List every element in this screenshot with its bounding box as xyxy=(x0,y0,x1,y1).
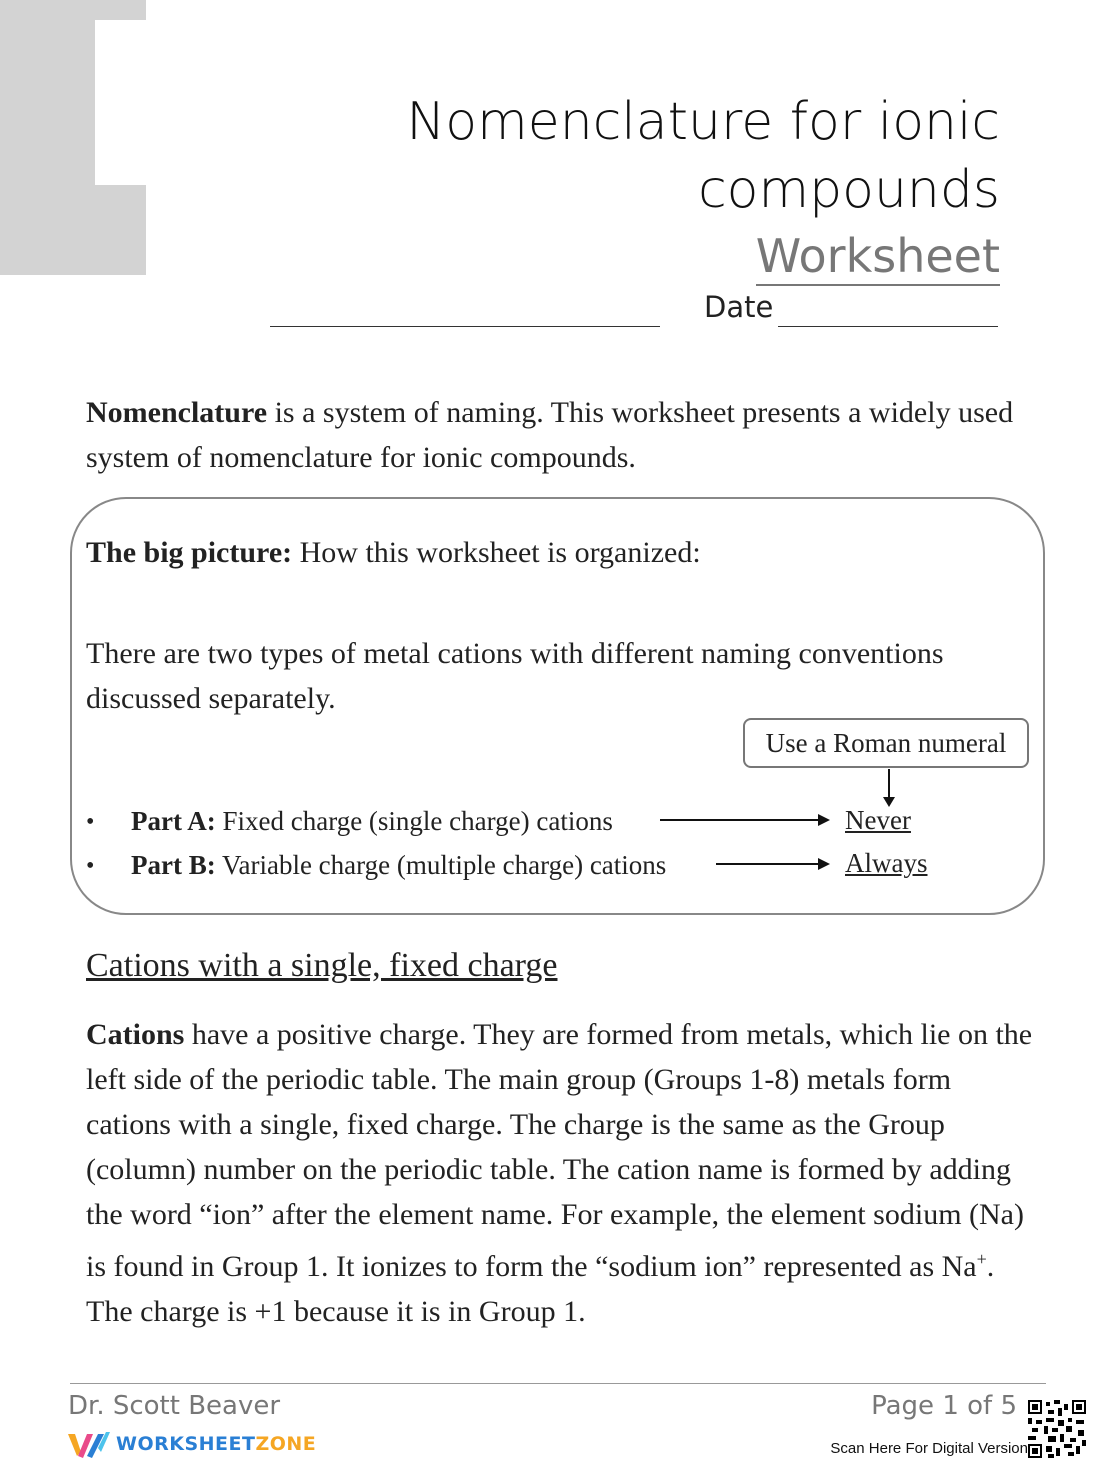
intro-bold-term: Nomenclature xyxy=(86,396,268,429)
author-name: Dr. Scott Beaver xyxy=(68,1391,281,1421)
date-label: Date xyxy=(704,290,774,324)
section-heading: Cations with a single, fixed charge xyxy=(86,947,558,984)
brand-name xyxy=(116,1433,316,1455)
part-b-text: Variable charge (multiple charge) cations xyxy=(215,850,667,880)
page-subtitle: Worksheet xyxy=(756,228,1000,286)
part-a-text: Fixed charge (single charge) cations xyxy=(215,806,613,836)
scan-text: Scan Here For Digital Version xyxy=(830,1440,1028,1457)
cations-paragraph xyxy=(86,1012,1036,1334)
part-a-item xyxy=(131,803,613,839)
title-line-1: Nomenclature for ionic xyxy=(406,92,1000,152)
brand-name-part1: WORKSHEET xyxy=(116,1433,256,1455)
part-a-label: Part A: xyxy=(131,806,216,836)
part-b-answer: Always xyxy=(845,848,928,878)
part-b-arrow xyxy=(716,858,830,870)
down-arrow xyxy=(883,769,895,807)
cations-bold-term: Cations xyxy=(86,1018,185,1051)
brand-logo xyxy=(68,1430,316,1458)
big-picture-label: The big picture: xyxy=(86,536,293,569)
page-number: Page 1 of 5 xyxy=(871,1391,1017,1421)
part-a-answer: Never xyxy=(845,805,911,835)
title-line-2: compounds xyxy=(698,160,1000,220)
roman-numeral-box: Use a Roman numeral xyxy=(743,718,1029,768)
part-b-item xyxy=(131,847,666,883)
cation-types-text: There are two types of metal cations with different naming conventions discussed separately. xyxy=(86,637,944,715)
big-picture-text: How this worksheet is organized: xyxy=(292,536,701,569)
cations-text-end: . The charge is +1 because it is in Group 1. xyxy=(86,1250,995,1328)
charge-superscript: + xyxy=(976,1249,987,1269)
part-a-arrow xyxy=(660,814,830,826)
w-logo-icon xyxy=(68,1430,110,1458)
part-b-label: Part B: xyxy=(131,850,216,880)
part-b-bullet: • xyxy=(86,853,95,879)
cations-text: have a positive charge. They are formed from metals, which lie on the left side of the periodic table. The main group (Groups 1-8) metals form cations with a single, fixed charge. The charge is the same as the Group (column) number on the periodic table. The cation name is formed by adding the word “ion” after the element name. For example, the element sodium (Na) is found in Group 1. It ionizes to form the “sodium ion” represented as Na xyxy=(86,1018,1033,1283)
intro-text: is a system of naming. This worksheet presents a widely used system of nomenclature for ionic compounds. xyxy=(86,396,1014,474)
part-a-bullet: • xyxy=(86,809,95,835)
footer-divider xyxy=(70,1383,1046,1384)
qr-code-icon[interactable] xyxy=(1028,1400,1086,1458)
brand-name-part2: ZONE xyxy=(255,1433,317,1455)
